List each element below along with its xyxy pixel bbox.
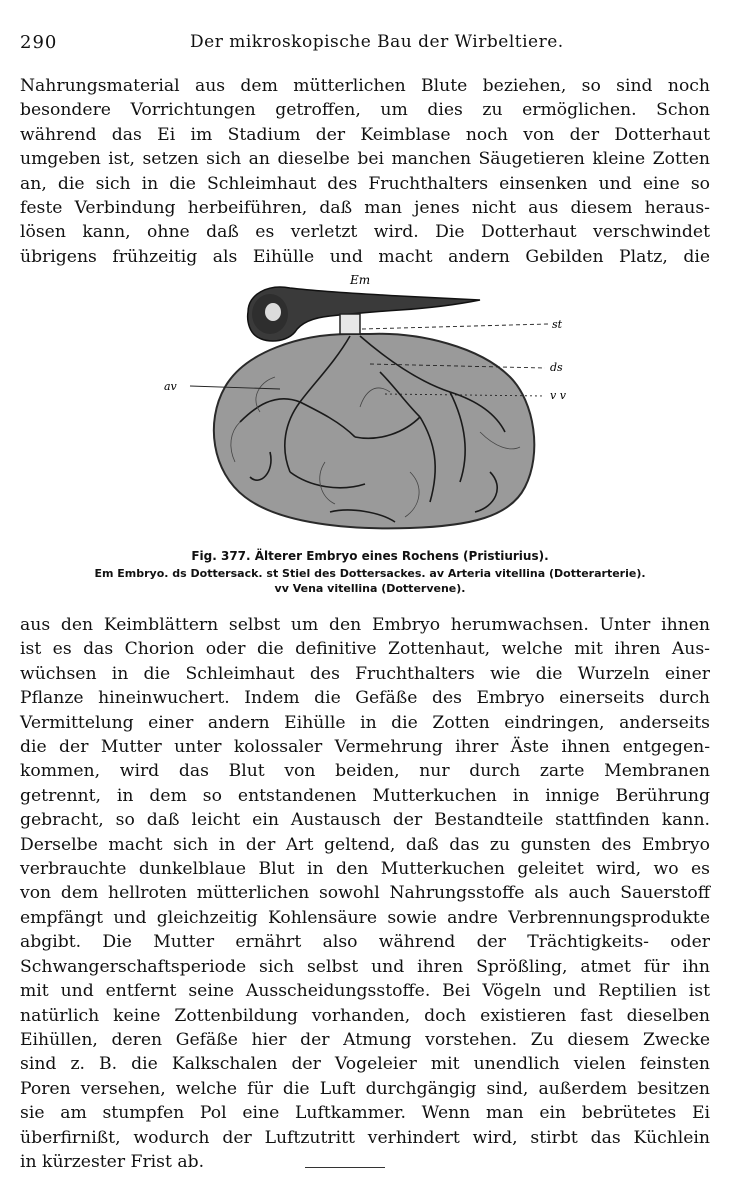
label-vv: v v <box>550 389 566 402</box>
text-line: überfirnißt, wodurch der Luftzutritt verhindert wird, stirbt das Küchlein <box>20 1127 710 1148</box>
text-line: Nahrungsmaterial aus dem mütterlichen Blute beziehen, so sind noch <box>20 76 710 96</box>
body-text-bottom <box>20 613 710 1174</box>
text-line: ist es das Chorion oder die definitive Zottenhaut, welche mit ihren Aus- <box>20 639 710 660</box>
label-ds: ds <box>550 361 563 374</box>
footer-rule <box>305 1167 385 1168</box>
embryo-figure <box>150 272 590 547</box>
label-av: av <box>164 380 177 393</box>
figure-caption-title: Fig. 377. Älterer Embryo eines Rochens (Pristiurius). <box>191 549 549 563</box>
text-line: wüchsen in die Schleimhaut des Fruchthalters wie die Wurzeln einer <box>20 663 710 684</box>
text-line: umgeben ist, setzen sich an dieselbe bei manchen Säugetieren kleine Zotten <box>20 149 710 170</box>
text-line: von dem hellroten mütterlichen sowohl Nahrungsstoffe als auch Sauerstoff <box>20 883 710 904</box>
text-line: kommen, wird das Blut von beiden, nur durch zarte Membranen <box>20 761 710 782</box>
running-title: Der mikroskopische Bau der Wirbeltiere. <box>190 32 564 52</box>
text-line: Pflanze hineinwuchert. Indem die Gefäße des Embryo einerseits durch <box>20 688 710 709</box>
figure-caption-legend-cont: vv Vena vitellina (Dottervene). <box>274 582 466 595</box>
text-line: Poren versehen, welche für die Luft durchgängig sind, außerdem besitzen <box>20 1078 710 1099</box>
text-line: empfängt und gleichzeitig Kohlensäure sowie andre Verbrennungsprodukte <box>20 907 710 928</box>
text-line: lösen kann, ohne daß es verletzt wird. Die Dotterhaut verschwindet <box>20 222 710 243</box>
text-line: Eihüllen, deren Gefäße hier der Atmung vorstehen. Zu diesem Zwecke <box>20 1029 710 1050</box>
text-line: natürlich keine Zottenbildung vorhanden, doch existieren fast dieselben <box>20 1005 710 1026</box>
text-line: sind z. B. die Kalkschalen der Vogeleier mit unendlich vielen feinsten <box>20 1054 710 1075</box>
text-line: gebracht, so daß leicht ein Austausch der Bestandteile stattfinden kann. <box>20 810 710 831</box>
ray-embryo-illustration <box>150 272 590 547</box>
text-line: übrigens frühzeitig als Eihülle und macht andern Gebilden Platz, die <box>20 246 710 267</box>
text-line: feste Verbindung herbeiführen, daß man jenes nicht aus diesem heraus- <box>20 198 710 219</box>
text-line: abgibt. Die Mutter ernährt also während der Trächtigkeits- oder <box>20 932 710 953</box>
label-em: Em <box>350 273 371 287</box>
label-st: st <box>552 318 563 331</box>
text-line: getrennt, in dem so entstandenen Mutterkuchen in innige Berührung <box>20 785 710 806</box>
body-text-top <box>20 74 710 269</box>
text-line: verbrauchte dunkelblaue Blut in den Mutterkuchen geleitet wird, wo es <box>20 859 710 880</box>
text-line: Vermittelung einer andern Eihülle in die Zotten eindringen, anderseits <box>20 712 710 733</box>
text-line: an, die sich in die Schleimhaut des Fruchthalters einsenken und eine so <box>20 173 710 194</box>
page-number: 290 <box>20 32 58 53</box>
text-line: mit und entfernt seine Ausscheidungsstoffe. Bei Vögeln und Reptilien ist <box>20 981 710 1002</box>
text-line: die der Mutter unter kolossaler Vermehrung ihrer Äste ihnen entgegen- <box>20 737 710 758</box>
figure-caption-legend: Em Embryo. ds Dottersack. st Stiel des Dottersackes. av Arteria vitellina (Dotterarterie). <box>94 567 646 580</box>
embryo-eye <box>265 303 281 321</box>
text-line: Derselbe macht sich in der Art geltend, daß das zu gunsten des Embryo <box>20 834 710 855</box>
yolk-sac <box>214 334 534 529</box>
yolk-stalk <box>340 314 360 334</box>
text-line: während das Ei im Stadium der Keimblase noch von der Dotterhaut <box>20 124 710 145</box>
text-line: Schwangerschaftsperiode sich selbst und ihren Sprößling, atmet für ihn <box>20 956 710 977</box>
text-line: aus den Keimblättern selbst um den Embryo herumwachsen. Unter ihnen <box>20 615 710 635</box>
text-line: in kürzester Frist ab. <box>20 1151 205 1172</box>
text-line: besondere Vorrichtungen getroffen, um dies zu ermöglichen. Schon <box>20 100 710 121</box>
text-line: sie am stumpfen Pol eine Luftkammer. Wenn man ein bebrütetes Ei <box>20 1103 710 1124</box>
